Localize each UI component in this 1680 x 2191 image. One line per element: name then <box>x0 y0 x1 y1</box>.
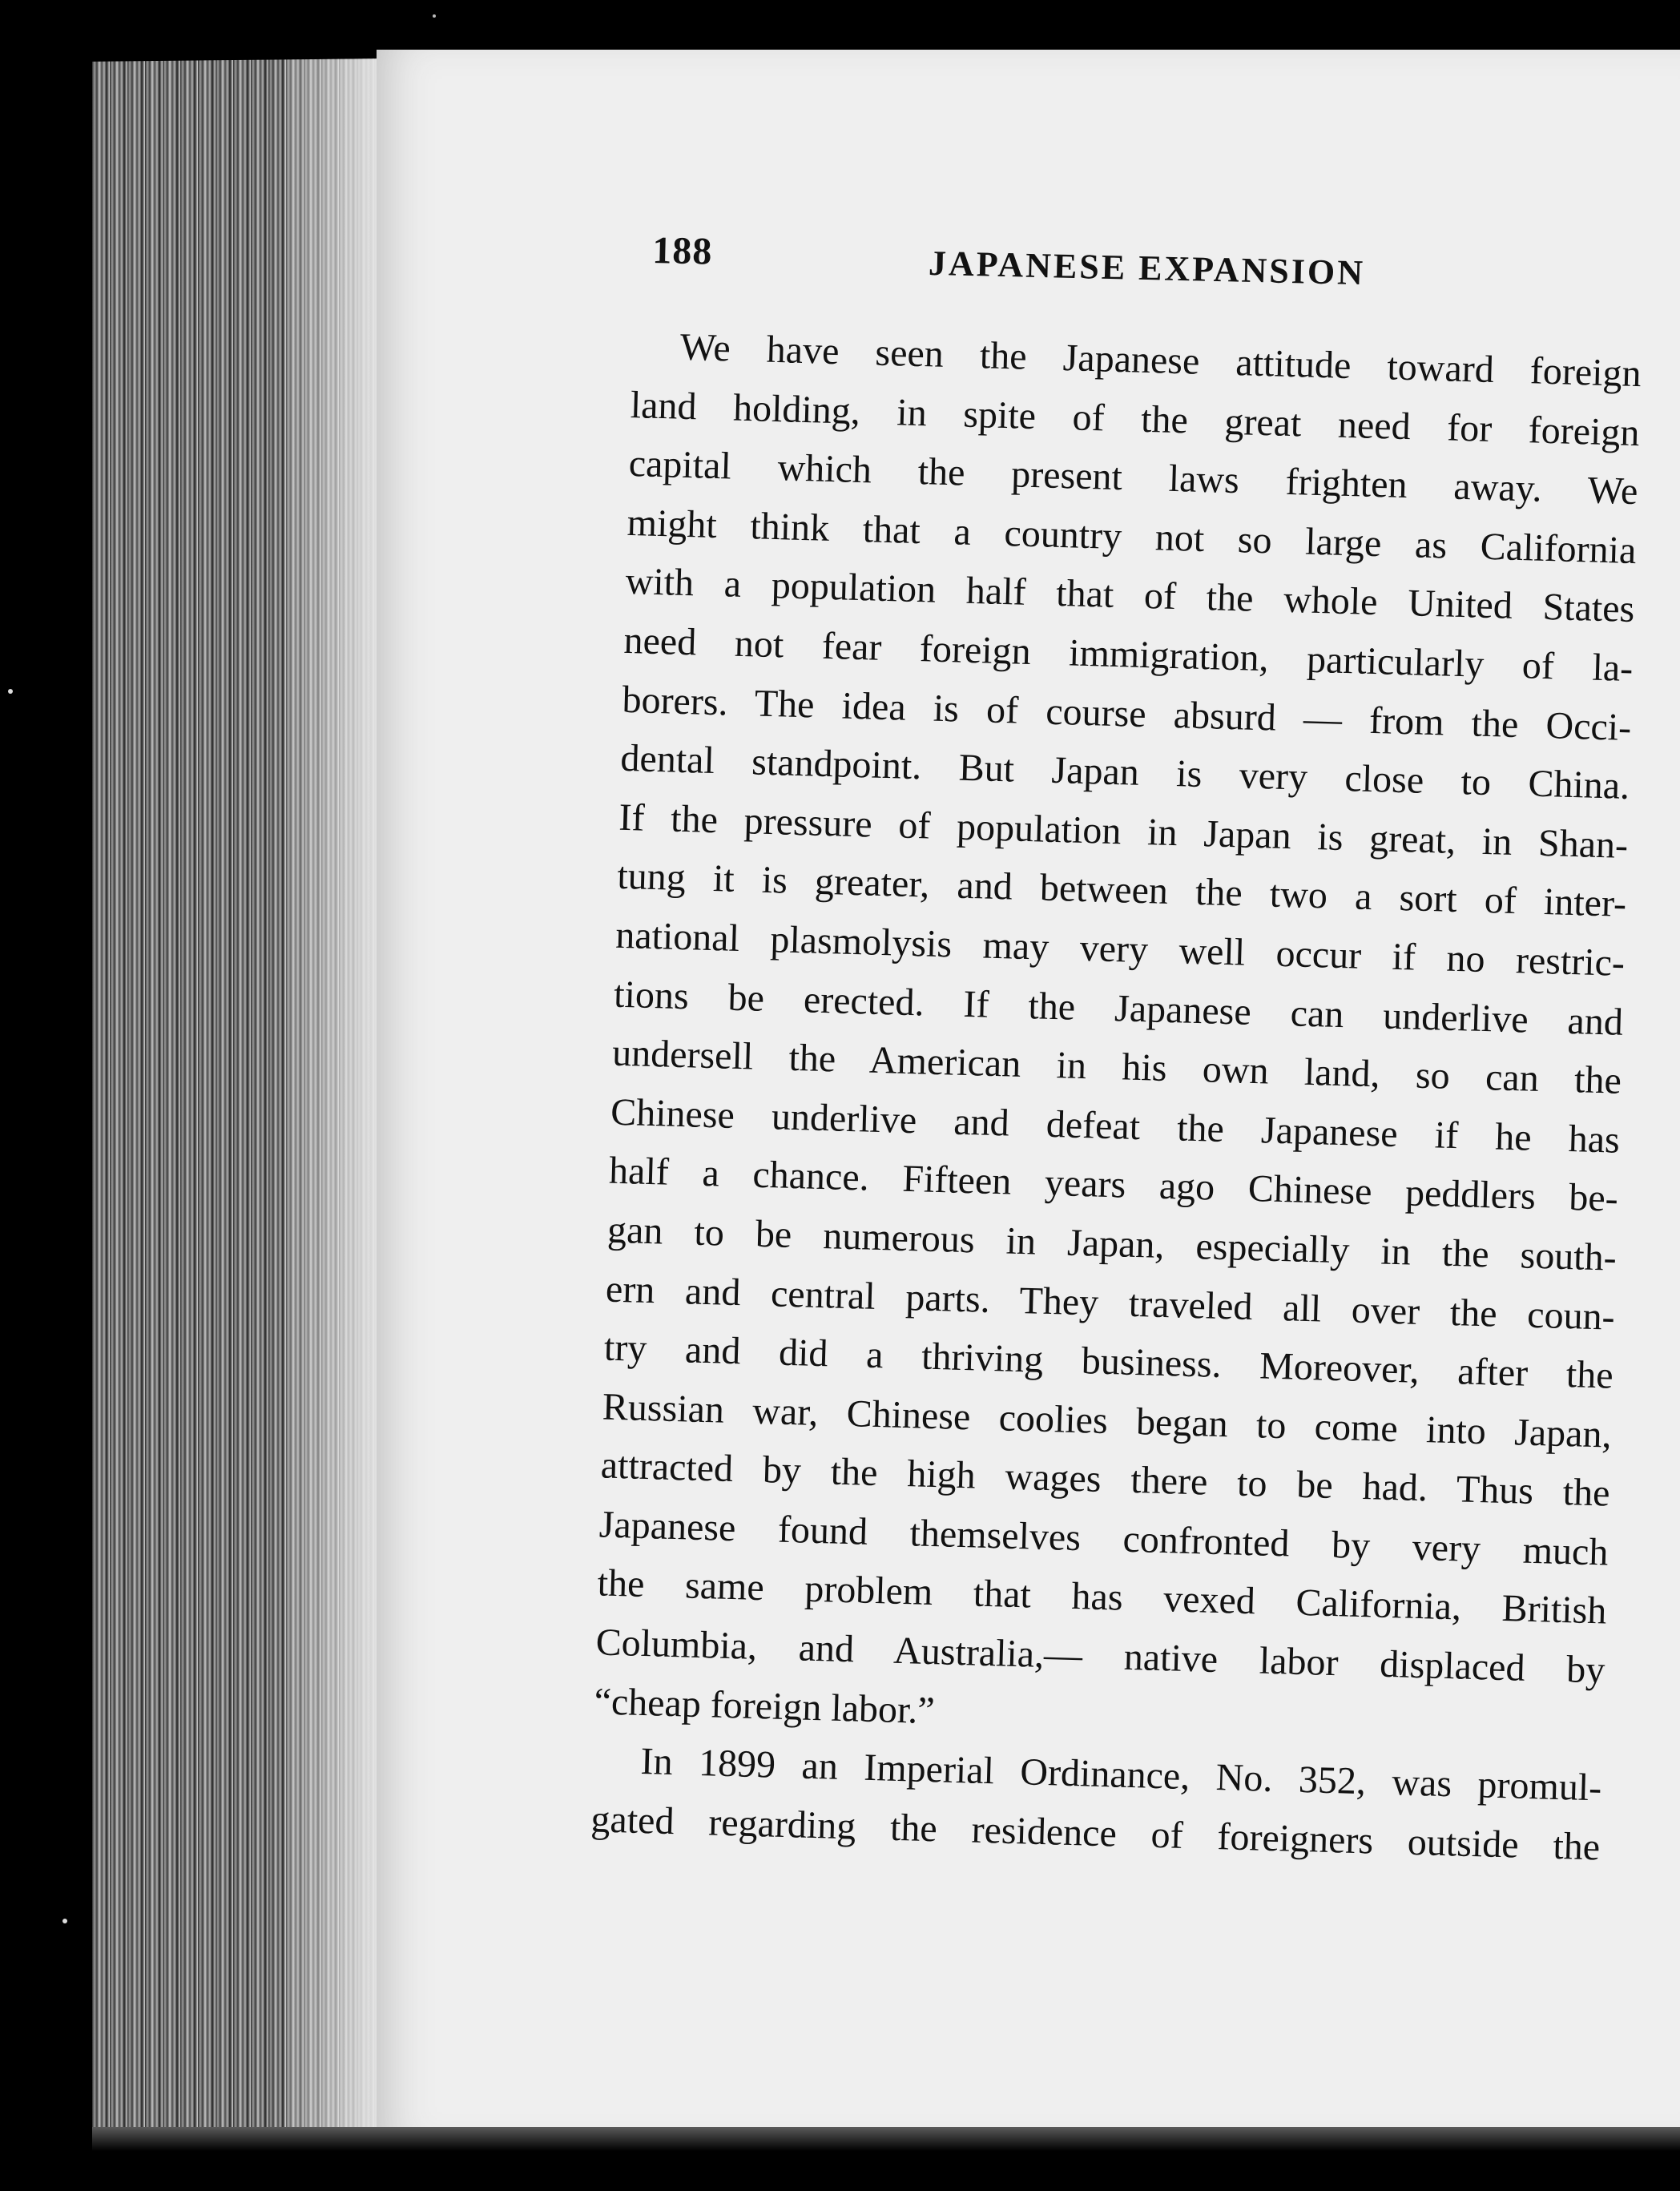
text-line: might think that a country not so large as California <box>626 501 1638 572</box>
text-line: the same problem that has vexed California, British <box>597 1561 1608 1633</box>
body-text <box>590 316 1642 1877</box>
running-title: JAPANESE EXPANSION <box>928 243 1366 293</box>
text-line: half a chance. Fifteen years ago Chinese peddlers be- <box>608 1149 1619 1221</box>
text-line: attracted by the high wages there to be had. Thus the <box>600 1444 1611 1515</box>
text-line: with a population half that of the whole United States <box>625 560 1636 631</box>
text-line: Chinese underlive and defeat the Japanese if he has <box>610 1090 1621 1162</box>
text-line: borers. The idea is of course absurd — from the Occi- <box>621 678 1632 749</box>
text-line: In 1899 an Imperial Ordinance, No. 352, was promul- <box>639 1740 1602 1810</box>
text-line: Russian war, Chinese coolies began to come into Japan, <box>602 1385 1613 1456</box>
text-line: If the pressure of population in Japan is great, in Shan- <box>618 795 1629 867</box>
text-line: “cheap foreign labor.” <box>593 1679 936 1732</box>
text-line: Japanese found themselves confronted by very much <box>598 1503 1609 1574</box>
text-line: Columbia, and Australia,— native labor displaced by <box>595 1621 1606 1692</box>
scan-speck <box>8 689 13 694</box>
text-line: dental standpoint. But Japan is very close to China. <box>619 736 1630 808</box>
text-line: tung it is greater, and between the two a sort of inter- <box>616 855 1627 926</box>
text-line: We have seen the Japanese attitude toward foreign <box>679 325 1642 396</box>
text-line: tions be erected. If the Japanese can underlive and <box>613 973 1624 1044</box>
page-number: 188 <box>651 228 713 273</box>
scan-speck <box>433 14 436 18</box>
text-line: land holding, in spite of the great need for foreign <box>630 383 1641 454</box>
text-line: undersell the American in his own land, so can the <box>611 1031 1622 1102</box>
text-line: need not fear foreign immigration, particularly of la- <box>622 618 1634 690</box>
scan-speck <box>62 1919 67 1923</box>
text-line: capital which the present laws frighten away. We <box>628 442 1639 514</box>
text-line: national plasmolysis may very well occur if no restric- <box>614 913 1626 985</box>
page-bottom-shadow <box>92 2127 1680 2151</box>
text-line: ern and central parts. They traveled all over the coun- <box>605 1267 1616 1339</box>
text-line: try and did a thriving business. Moreover, after the <box>603 1326 1614 1397</box>
text-line: gan to be numerous in Japan, especially in the south- <box>606 1208 1618 1279</box>
text-line: gated regarding the residence of foreigners outside the <box>590 1798 1601 1869</box>
page-edges <box>92 58 381 2145</box>
